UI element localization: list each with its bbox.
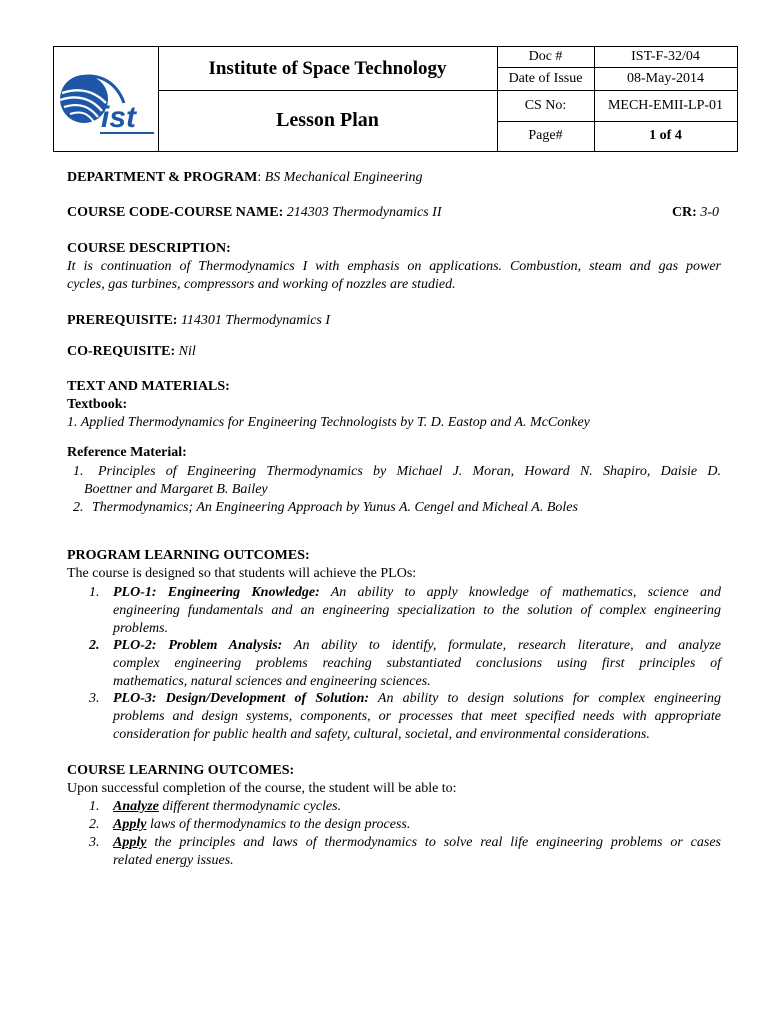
plo-item: PLO-3: Design/Development of Solution: An ability to design solutions for complex engineering xyxy=(113,691,721,706)
clo-item-continued: related energy issues. xyxy=(113,853,234,868)
page-number-label: Page# xyxy=(528,128,563,143)
corequisite-line: CO-REQUISITE: Nil xyxy=(67,344,196,359)
textbook-item: 1. Applied Thermodynamics for Engineering Technologists by T. D. Eastop and A. McConkey xyxy=(67,415,590,430)
plo-item-continued: mathematics, natural sciences and engineering sciences. xyxy=(113,674,431,689)
reference-number: 2. xyxy=(73,500,84,515)
date-of-issue-label: Date of Issue xyxy=(508,70,583,86)
date-of-issue-value: 08-May-2014 xyxy=(627,70,704,86)
clo-number: 2. xyxy=(89,817,100,832)
cs-number-label: CS No: xyxy=(524,97,567,113)
clo-item: Analyze different thermodynamic cycles. xyxy=(113,799,342,814)
course-line: COURSE CODE-COURSE NAME: 214303 Thermodynamics II xyxy=(67,205,442,220)
plo-number: 3. xyxy=(89,691,100,706)
description-line: It is continuation of Thermodynamics I with emphasis on applications. Combustion, steam and gas power xyxy=(67,259,721,274)
text-materials-heading: TEXT AND MATERIALS: xyxy=(67,379,230,394)
plo-item-continued: problems and design systems, components, or processes that meet specified needs with appropriate xyxy=(113,709,721,724)
doc-number-value: IST-F-32/04 xyxy=(631,49,700,64)
reference-label: Reference Material: xyxy=(67,445,187,460)
svg-text:ist: ist xyxy=(101,101,137,134)
reference-item-continued: Boettner and Margaret B. Bailey xyxy=(84,482,268,497)
page-number-value: 1 of 4 xyxy=(649,128,682,143)
header-table xyxy=(53,46,738,152)
plo-heading: PROGRAM LEARNING OUTCOMES: xyxy=(67,548,310,563)
description-heading: COURSE DESCRIPTION: xyxy=(67,241,231,256)
credit-hours: CR: 3-0 xyxy=(671,205,719,220)
document-title: Lesson Plan xyxy=(276,109,379,131)
reference-number: 1. xyxy=(73,464,84,479)
ist-logo-icon xyxy=(54,47,158,151)
clo-heading: COURSE LEARNING OUTCOMES: xyxy=(67,763,295,778)
department-line: DEPARTMENT & PROGRAM: BS Mechanical Engineering xyxy=(67,170,423,185)
plo-number: 2. xyxy=(89,638,100,653)
textbook-label: Textbook: xyxy=(67,397,128,412)
clo-intro: Upon successful completion of the course, the student will be able to: xyxy=(67,781,457,796)
doc-number-label: Doc # xyxy=(528,49,563,64)
description-line: cycles, gas turbines, compressors and working of nozzles are studied. xyxy=(67,277,456,292)
plo-number: 1. xyxy=(89,585,100,600)
plo-item-continued: problems. xyxy=(113,621,169,636)
institute-name: Institute of Space Technology xyxy=(208,57,447,79)
reference-item: Thermodynamics; An Engineering Approach by Yunus A. Cengel and Micheal A. Boles xyxy=(92,500,578,515)
plo-item: PLO-1: Engineering Knowledge: An ability to apply knowledge of mathematics, science and xyxy=(113,585,721,600)
plo-intro: The course is designed so that students will achieve the PLOs: xyxy=(67,566,417,581)
clo-number: 1. xyxy=(89,799,100,814)
clo-item: Apply the principles and laws of thermodynamics to solve real life engineering problems or cases xyxy=(113,835,721,850)
plo-item-continued: consideration for public health and safety, cultural, societal, and environmental considerations. xyxy=(113,727,650,742)
clo-number: 3. xyxy=(89,835,100,850)
plo-item: PLO-2: Problem Analysis: An ability to identify, formulate, research literature, and analyze xyxy=(113,638,721,653)
clo-item: Apply laws of thermodynamics to the design process. xyxy=(113,817,411,832)
plo-item-continued: complex engineering problems reaching substantiated conclusions using first principles of xyxy=(113,656,721,671)
prerequisite-line: PREREQUISITE: 114301 Thermodynamics I xyxy=(67,313,331,328)
plo-item-continued: engineering fundamentals and an engineering specialization to the solution of complex engineering xyxy=(113,603,721,618)
reference-item: Principles of Engineering Thermodynamics by Michael J. Moran, Howard N. Shapiro, Daisie D. xyxy=(98,464,721,479)
cs-number-value: MECH-EMII-LP-01 xyxy=(607,97,724,113)
